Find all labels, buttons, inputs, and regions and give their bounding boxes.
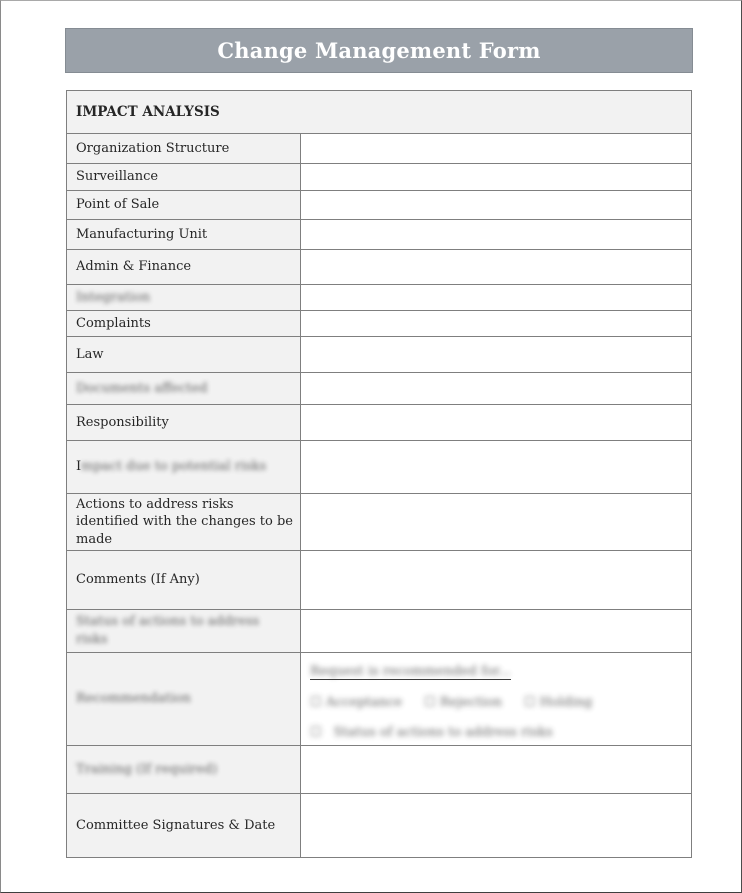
row-label-comments	[67, 551, 301, 609]
row-label-text: Law	[76, 346, 104, 362]
row-value-cell	[301, 220, 691, 249]
status-option-blurred	[310, 725, 553, 740]
row-label-text-blurred: Training (If required)	[76, 761, 218, 777]
row-value-cell	[301, 250, 691, 284]
table-row	[67, 609, 691, 652]
status-option-label: Status of actions to address risks	[333, 724, 553, 740]
row-label-text-blurred: mpact due to potential risks	[81, 459, 267, 475]
row-value-cell	[301, 337, 691, 372]
checkbox-icon: ☐	[310, 694, 322, 710]
row-label-documents-affected-redacted	[67, 373, 301, 404]
table-row	[67, 793, 691, 857]
impact-analysis-table	[66, 90, 692, 858]
row-label-text: Committee Signatures & Date	[76, 817, 276, 833]
option-rejection	[424, 695, 502, 710]
table-row	[67, 284, 691, 310]
form-title: Change Management Form	[217, 38, 541, 63]
row-value-cell	[301, 164, 691, 190]
row-label-responsibility	[67, 405, 301, 440]
row-label-text: Surveillance	[76, 169, 159, 185]
row-value-cell	[301, 746, 691, 793]
recommendation-options-line	[310, 687, 691, 717]
row-label-text-blurred: Recommendation	[76, 691, 191, 707]
section-header-impact-analysis	[67, 91, 691, 133]
recommendation-request-line	[310, 657, 691, 687]
option-label: Holding	[539, 694, 593, 710]
row-value-cell	[301, 134, 691, 163]
row-label-text: Actions to address risks identified with the changes to be made	[76, 496, 293, 547]
row-label-recommendation-redacted	[67, 653, 301, 745]
row-label-text: Responsibility	[76, 414, 169, 430]
row-label-organization-structure	[67, 134, 301, 163]
row-label-manufacturing-unit	[67, 220, 301, 249]
row-value-cell	[301, 610, 691, 652]
checkbox-icon: ☐	[523, 694, 536, 710]
row-label-committee-signatures	[67, 794, 301, 857]
row-value-cell	[301, 191, 691, 219]
table-row	[67, 190, 691, 219]
row-label-text-blurred: Integration	[76, 289, 151, 305]
row-value-cell	[301, 494, 691, 550]
row-value-cell	[301, 311, 691, 336]
row-label-text: Admin & Finance	[76, 259, 192, 275]
table-row	[67, 372, 691, 404]
row-label-text: Organization Structure	[76, 140, 230, 156]
table-row	[67, 133, 691, 163]
underlined-text	[310, 664, 511, 680]
row-label-complaints	[67, 311, 301, 336]
table-row	[67, 745, 691, 793]
table-row	[67, 163, 691, 190]
table-row	[67, 249, 691, 284]
section-header-text: IMPACT ANALYSIS	[76, 104, 220, 120]
table-row	[67, 310, 691, 336]
form-title-bar	[65, 28, 693, 73]
row-value-cell	[301, 285, 691, 310]
request-line-text-blurred: Request is recommended for...	[310, 664, 511, 679]
row-label-point-of-sale	[67, 191, 301, 219]
option-acceptance	[310, 695, 402, 710]
checkbox-icon: ☐	[310, 724, 322, 740]
table-row	[67, 440, 691, 493]
table-row	[67, 404, 691, 440]
row-label-text: Point of Sale	[76, 197, 160, 213]
row-label-text-blurred: Status of actions to address risks	[76, 614, 260, 647]
row-label-status-actions-redacted	[67, 610, 301, 652]
row-label-text-blurred: Documents affected	[76, 380, 208, 396]
recommendation-value-cell	[301, 653, 691, 745]
option-label: Rejection	[439, 694, 502, 710]
row-label-actions-address-risks	[67, 494, 301, 550]
option-label: Acceptance	[325, 694, 403, 710]
row-label-law	[67, 337, 301, 372]
row-label-text: Complaints	[76, 315, 151, 331]
row-value-cell	[301, 405, 691, 440]
row-label-training-redacted	[67, 746, 301, 793]
row-value-cell	[301, 441, 691, 493]
table-row	[67, 493, 691, 550]
row-value-cell	[301, 551, 691, 609]
table-row	[67, 219, 691, 249]
row-value-cell	[301, 373, 691, 404]
row-label-text: Manufacturing Unit	[76, 226, 208, 242]
recommendation-status-line	[310, 717, 691, 747]
row-label-impact-potential-risks	[67, 441, 301, 493]
row-value-cell	[301, 794, 691, 857]
table-row	[67, 336, 691, 372]
recommendation-content	[301, 653, 691, 747]
row-label-text: I	[76, 459, 82, 475]
row-label-surveillance	[67, 164, 301, 190]
options-group-blurred	[310, 695, 614, 710]
row-label-admin-finance	[67, 250, 301, 284]
table-row-recommendation	[67, 652, 691, 745]
row-label-integration-redacted	[67, 285, 301, 310]
option-holding	[524, 695, 592, 710]
row-label-text: Comments (If Any)	[76, 572, 200, 588]
table-row	[67, 550, 691, 609]
checkbox-icon: ☐	[424, 694, 436, 710]
